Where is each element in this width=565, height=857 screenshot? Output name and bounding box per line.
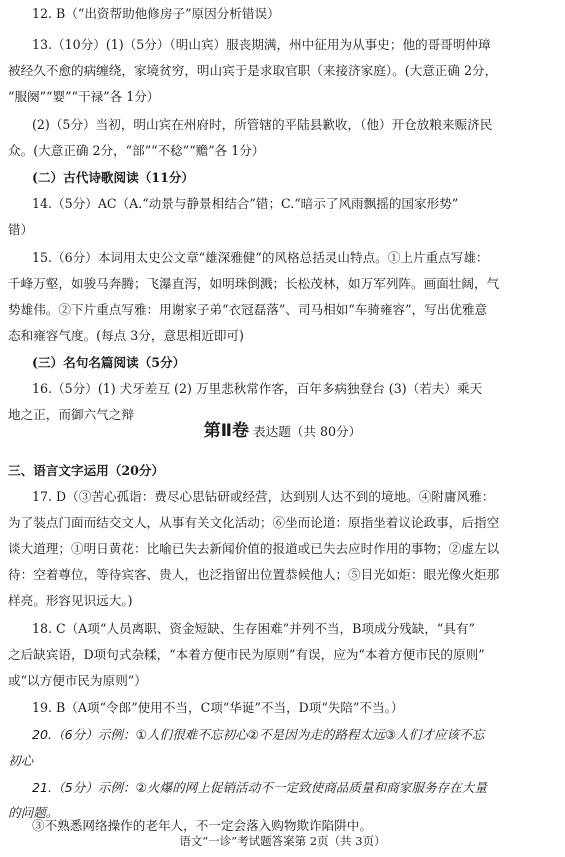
- section-heading-language: 三、语言文字运用（20分）: [8, 463, 165, 478]
- answer-21-line-1: 21.（5分）示例：②火爆的网上促销活动不一定致使商品质量和商家服务存在大量: [32, 780, 487, 795]
- answer-18-line-1: 18. C（A项“人员离职、资金短缺、生存困难”并列不当，B项成分残缺，“具有”: [32, 621, 475, 636]
- answer-15-line-2: 千峰万壑，如骏马奔腾；飞瀑直泻，如明珠倒溅；长松茂林，如万军列阵。画面壮阔，气: [8, 276, 500, 291]
- answer-21-line-3: ③不熟悉网络操作的老年人，不一定会落入购物欺诈陷阱中。: [32, 818, 373, 833]
- answer-21-line-2: 的问题。: [8, 805, 59, 820]
- answer-13-line-2: 被经久不愈的病缠绕，家境贫穷，明山宾于是求取官职（来接济家庭）。(大意正确 2分，: [8, 63, 498, 78]
- answer-13-2-line-2: 众。(大意正确 2分，“部”“不稔”“赡”各 1分）: [8, 143, 265, 158]
- answer-20-line-1: 20.（6分）示例：①人们很难不忘初心②不是因为走的路程太远③人们才应该不忘: [32, 727, 485, 742]
- answer-14-line-1: 14.（5分）AC（A.“动景与静景相结合”错；C.“暗示了风雨飘摇的国家形势”: [32, 196, 459, 211]
- answer-17-line-5: 样亮。形容见识远大。): [8, 593, 133, 608]
- answer-19: 19. B（A项“令郎”使用不当，C项“华诞”不当，D项“失陪”不当。）: [32, 700, 404, 715]
- answer-15-line-3: 势雄伟。②下片重点写雅：用谢家子弟“衣冠磊落”、司马相如“车骑雍容”，写出优雅意: [8, 302, 488, 317]
- answer-17-line-1: 17. D（③苦心孤诣：费尽心思钻研或经营，达到别人达不到的境地。④附庸风雅：: [32, 489, 495, 504]
- answer-16-line-2: 地之正，而御六气之辩: [8, 407, 134, 422]
- answer-17-line-2: 为了装点门面而结交文人，从事有关文化活动；⑥坐而论道：原指坐着议论政事，后指空: [8, 515, 500, 530]
- page-footer: 语文“一诊”考试题答案第 2页（共 3页）: [179, 834, 386, 848]
- answer-18-line-2: 之后缺宾语，D项句式杂糅，“本着方便市民为原则”有误，应为“本着方便市民的原则”: [8, 647, 485, 662]
- answer-13-line-3: “服阕”“婴”“干禄”各 1分）: [8, 89, 160, 104]
- answer-20-line-2: 初心: [8, 753, 34, 768]
- part-2-label: 第Ⅱ卷: [203, 421, 249, 441]
- answer-18-line-3: 或“以方便市民为原则”）: [8, 673, 147, 688]
- section-heading-poetry: (二）古代诗歌阅读（11分）: [32, 170, 195, 185]
- answer-13-line-1: 13.（10分）(1)（5分）（明山宾）服丧期满，州中征用为从事史；他的哥哥明仲璋: [32, 37, 491, 52]
- answer-13-2-line-1: (2)（5分）当初，明山宾在州府时，所管辖的平陆县歉收，（他）开仓放粮来赈济民: [32, 117, 493, 132]
- part-2-subtitle: 表达题（共 80分）: [253, 424, 362, 439]
- answer-15-line-4: 态和雍容气度。(每点 3分，意思相近即可): [8, 328, 244, 343]
- section-heading-famous-lines: (三）名句名篇阅读（5分）: [32, 355, 186, 370]
- answer-16-line-1: 16.（5分）(1) 犬牙差互 (2) 万里悲秋常作客，百年多病独登台 (3)（若夫）乘天: [32, 381, 483, 396]
- part-2-title: [0, 422, 565, 441]
- answer-15-line-1: 15.（6分）本词用太史公文章“雄深雅健”的风格总括灵山特点。①上片重点写雄：: [32, 250, 489, 265]
- answer-17-line-3: 谈大道理；①明日黄花：比喻已失去新闻价值的报道或已失去应时作用的事物；②虚左以: [8, 541, 500, 556]
- answer-14-line-2: 错）: [8, 222, 34, 237]
- answer-12: 12. B（“出资帮助他修房子”原因分析错误）: [32, 6, 280, 21]
- answer-17-line-4: 待：空着尊位，等待宾客、贵人，也泛指留出位置恭候他人；⑤目光如炬：眼光像火炬那: [8, 567, 500, 582]
